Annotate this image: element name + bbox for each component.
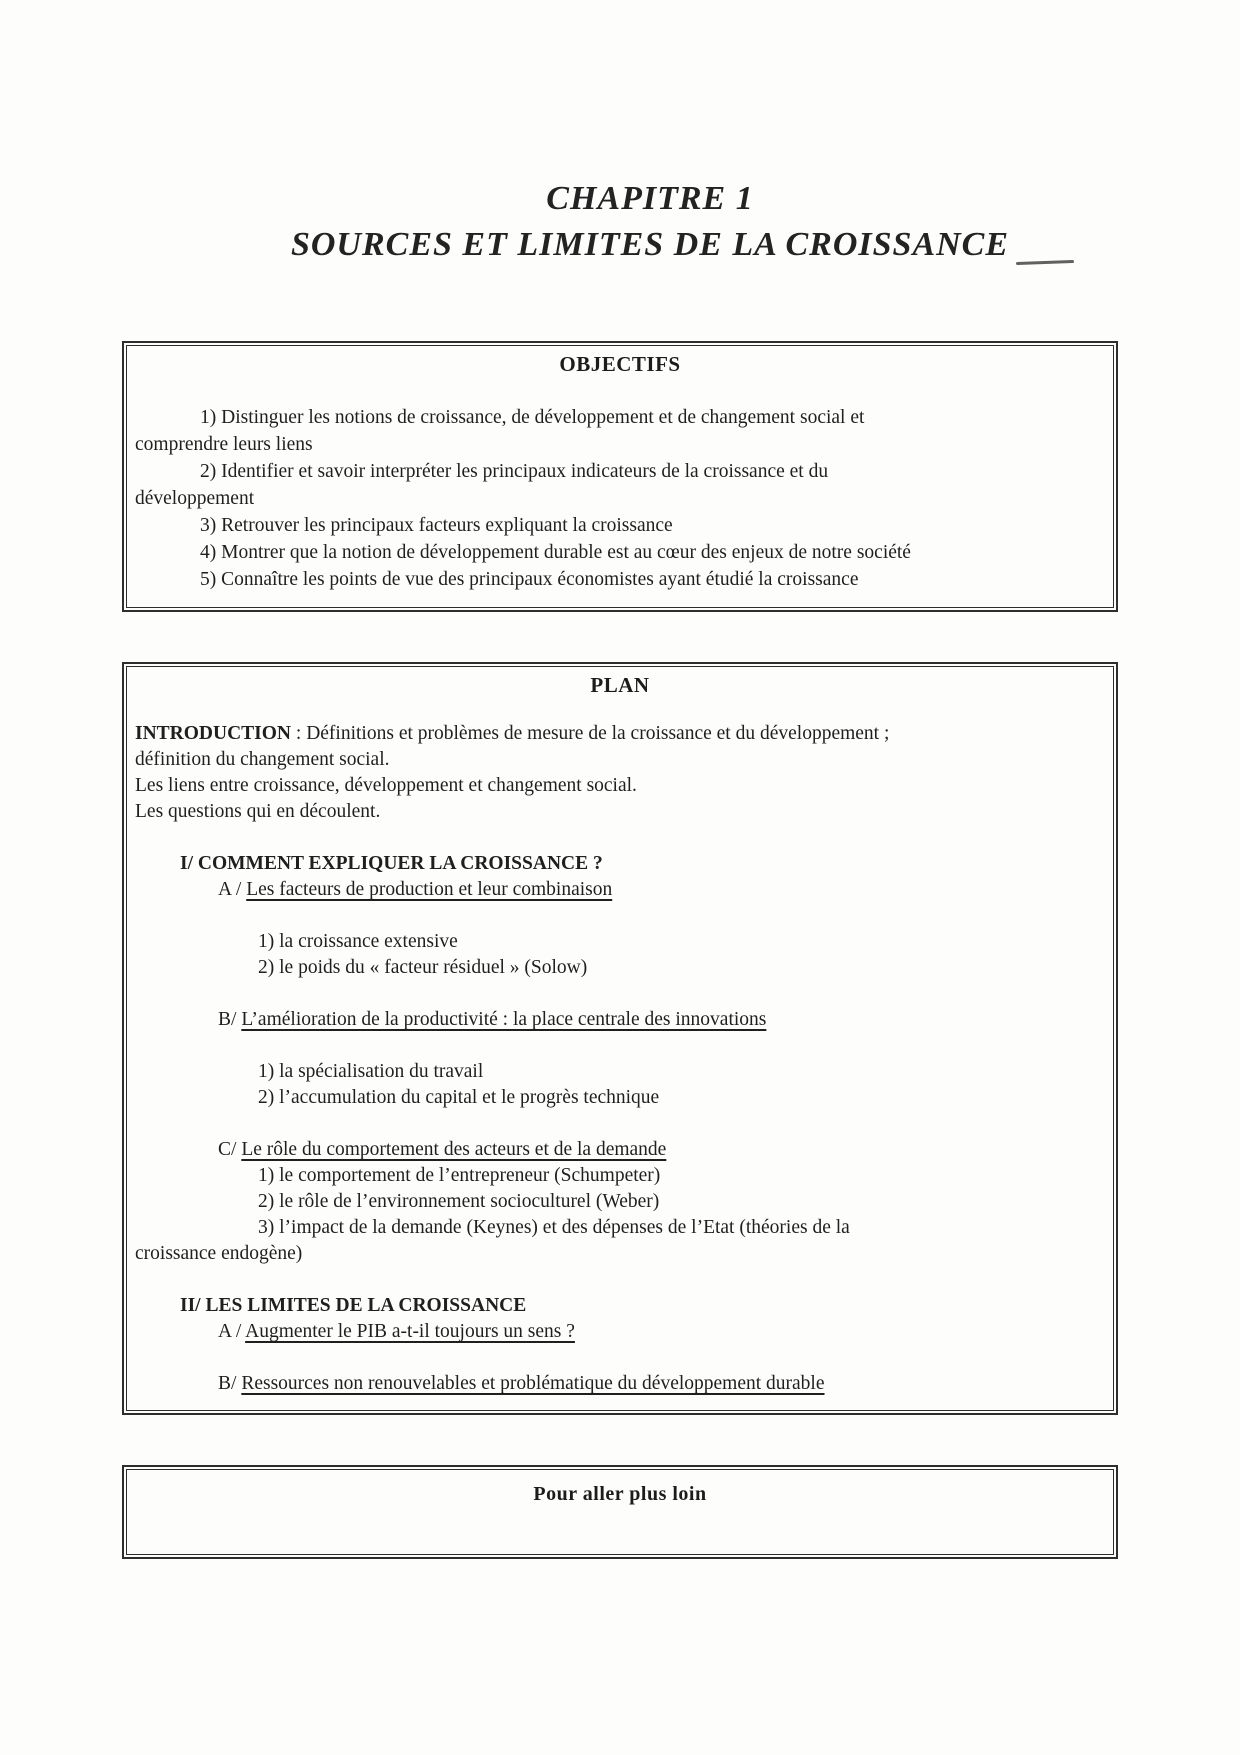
plain-text: 3) l’impact de la demande (Keynes) et des dépenses de l’Etat (théories de la [258, 1217, 850, 1238]
bold-text: II/ LES LIMITES DE LA CROISSANCE [180, 1295, 527, 1316]
plain-text: 2) le poids du « facteur résiduel » (Solow) [258, 957, 588, 978]
objectives-box-inner [126, 345, 1114, 608]
text-line [135, 1163, 1105, 1189]
text-line [135, 1059, 1105, 1085]
text-line [135, 1033, 1105, 1059]
text-line [135, 512, 1105, 539]
plain-text: 1) Distinguer les notions de croissance, de développement et de changement social et [200, 407, 865, 428]
underlined-text: Les facteurs de production et leur combinaison [246, 879, 613, 900]
plan-title: PLAN [590, 673, 650, 697]
plain-text: croissance endogène) [135, 1243, 303, 1264]
text-line [135, 903, 1105, 929]
plain-text: A / [218, 879, 247, 900]
text-line [135, 1007, 1105, 1033]
text-line [135, 539, 1105, 566]
plain-text: 2) l’accumulation du capital et le progrès technique [258, 1087, 660, 1108]
plain-text: 1) le comportement de l’entrepreneur (Schumpeter) [258, 1165, 661, 1186]
underlined-text: L’amélioration de la productivité : la place centrale des innovations [241, 1009, 767, 1030]
bold-text: I/ COMMENT EXPLIQUER LA CROISSANCE ? [180, 853, 603, 874]
text-line [135, 773, 1105, 799]
plan-box [122, 662, 1118, 1415]
text-line [135, 566, 1105, 593]
plain-text: 4) Montrer que la notion de développement durable est au cœur des enjeux de notre société [200, 542, 911, 563]
objectives-body [135, 404, 1105, 593]
text-line [135, 1319, 1105, 1345]
plain-text: B/ [218, 1009, 242, 1030]
text-line [135, 1345, 1105, 1371]
text-line [135, 825, 1105, 851]
plain-text: 1) la croissance extensive [258, 931, 458, 952]
plain-text: 1) la spécialisation du travail [258, 1061, 484, 1082]
plain-text: Les questions qui en découlent. [135, 801, 381, 822]
text-line [135, 1241, 1105, 1267]
text-line [135, 1371, 1105, 1397]
plan-box-inner [126, 666, 1114, 1411]
objectives-box [122, 341, 1118, 612]
plain-text: 5) Connaître les points de vue des principaux économistes ayant étudié la croissance [200, 569, 859, 590]
text-line [135, 877, 1105, 903]
plan-body [135, 721, 1105, 1397]
plain-text: 3) Retrouver les principaux facteurs expliquant la croissance [200, 515, 673, 536]
chapter-title [60, 176, 1240, 268]
text-line [135, 1215, 1105, 1241]
objectives-title: OBJECTIFS [559, 352, 681, 376]
text-line [135, 721, 1105, 747]
text-line [135, 1137, 1105, 1163]
text-line [135, 851, 1105, 877]
text-line [135, 431, 1105, 458]
bold-text: INTRODUCTION [135, 723, 292, 744]
text-line [135, 1111, 1105, 1137]
chapter-title-line1: CHAPITRE 1 [546, 180, 754, 217]
text-line [135, 1267, 1105, 1293]
text-line [135, 747, 1105, 773]
underlined-text: Ressources non renouvelables et problématique du développement durable [241, 1373, 825, 1394]
text-line [135, 1085, 1105, 1111]
text-line [135, 1293, 1105, 1319]
text-line [135, 1189, 1105, 1215]
underlined-text: Augmenter le PIB a-t-il toujours un sens ? [245, 1321, 575, 1342]
plain-text: 2) Identifier et savoir interpréter les principaux indicateurs de la croissance et du [200, 461, 829, 482]
plain-text: Les liens entre croissance, développement et changement social. [135, 775, 637, 796]
plain-text: définition du changement social. [135, 749, 390, 770]
plain-text: : Définitions et problèmes de mesure de la croissance et du développement ; [291, 723, 890, 744]
plain-text: comprendre leurs liens [135, 434, 313, 455]
text-line [135, 404, 1105, 431]
text-line [135, 929, 1105, 955]
further-reading-box-inner [126, 1469, 1114, 1555]
further-reading-title: Pour aller plus loin [533, 1483, 707, 1505]
text-line [135, 955, 1105, 981]
plain-text: développement [135, 488, 255, 509]
text-line [135, 458, 1105, 485]
plain-text: 2) le rôle de l’environnement socioculturel (Weber) [258, 1191, 660, 1212]
text-line [135, 799, 1105, 825]
plain-text: A / [218, 1321, 246, 1342]
chapter-title-line2: SOURCES ET LIMITES DE LA CROISSANCE [290, 226, 1010, 263]
underlined-text: Le rôle du comportement des acteurs et de la demande [241, 1139, 667, 1160]
plain-text: C/ [218, 1139, 242, 1160]
text-line [135, 485, 1105, 512]
plain-text: B/ [218, 1373, 242, 1394]
text-line [135, 981, 1105, 1007]
further-reading-box [122, 1465, 1118, 1559]
